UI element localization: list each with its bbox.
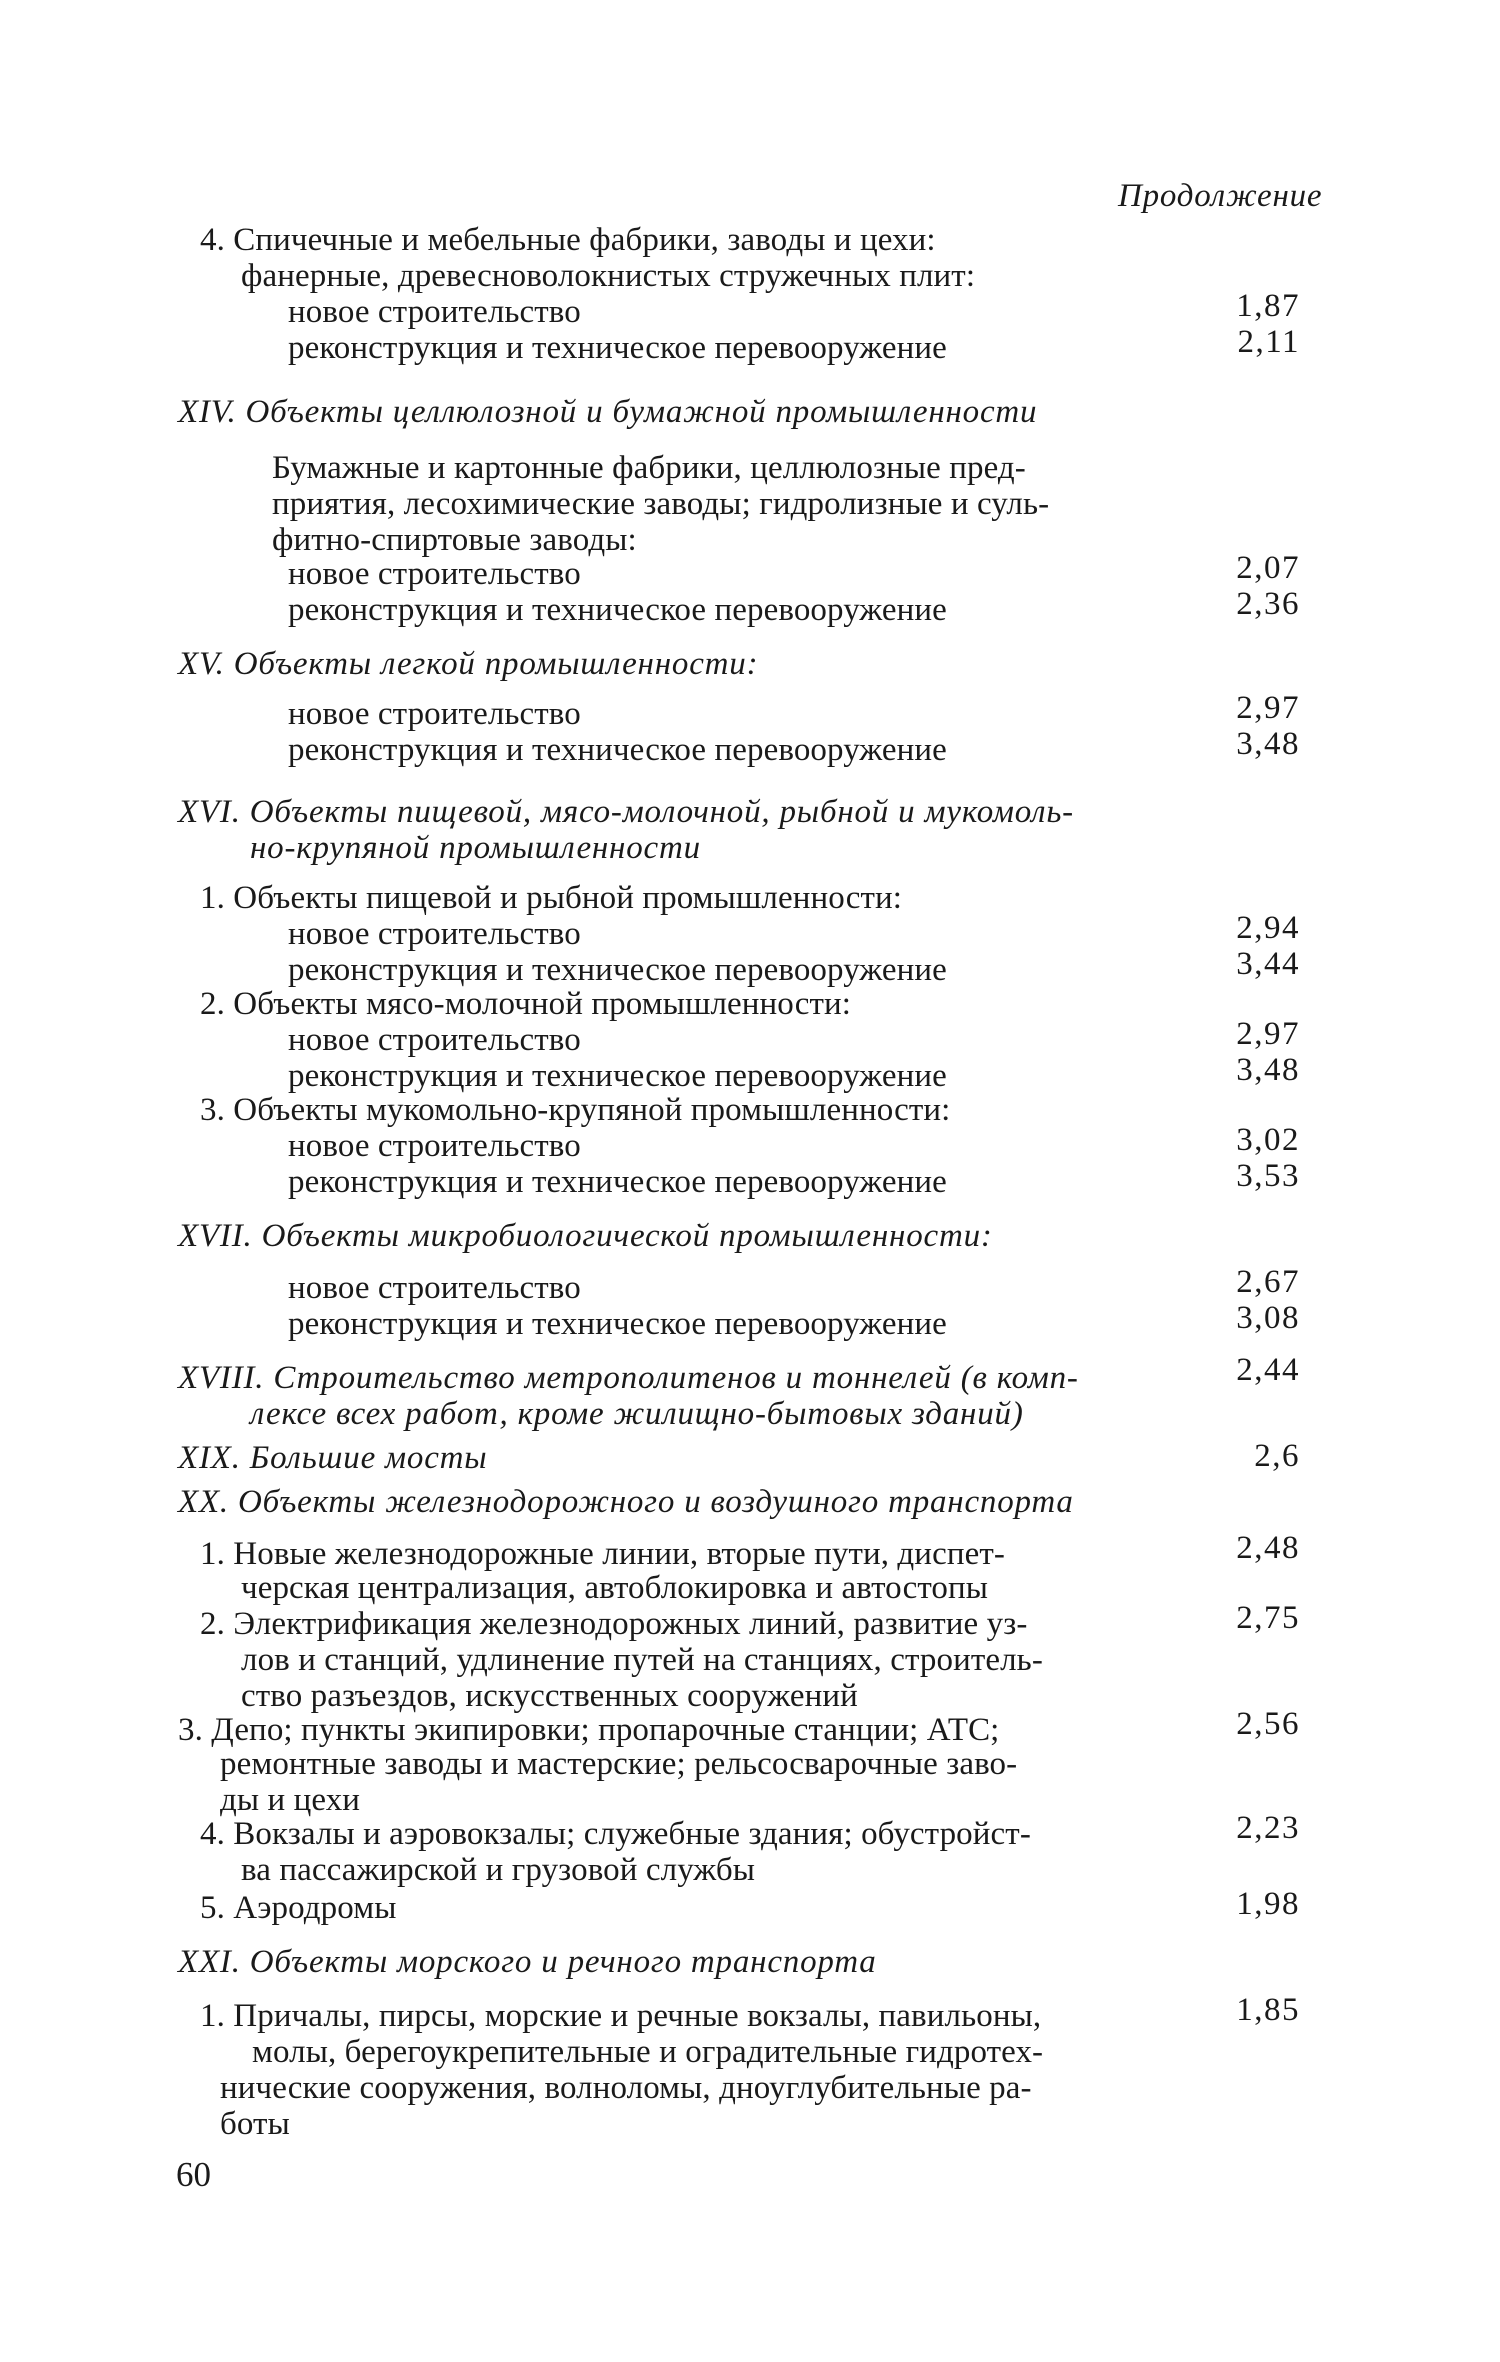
section-heading-xx: XX. Объекты железнодорожного и воздушного транспорта [178,1484,1074,1520]
list-item-4-heading: 4. Спичечные и мебельные фабрики, заводы и цехи: [200,222,936,258]
row-label: реконструкция и техническое перевооружение [288,592,947,628]
list-item-line: 1. Причалы, пирсы, морские и речные вокзалы, павильоны, [200,1998,1042,2034]
list-item-line: молы, берегоукрепительные и оградительные гидротех- [252,2034,1044,2070]
row-label: новое строительство [288,916,581,952]
row-value: 2,11 [1237,324,1300,360]
paragraph-line: приятия, лесохимические заводы; гидролизные и суль- [272,486,1050,522]
section-heading-xiv: XIV. Объекты целлюлозной и бумажной промышленности [178,394,1038,430]
row-value: 3,08 [1236,1300,1300,1336]
section-heading-xvi-cont: но-крупяной промышленности [250,830,701,866]
row-label: реконструкция и техническое перевооружение [288,1058,947,1094]
row-value: 2,07 [1236,550,1300,586]
list-item-line: ды и цехи [220,1782,361,1818]
section-heading-xix: XIX. Большие мосты [178,1440,488,1476]
list-item-line: ремонтные заводы и мастерские; рельсосварочные заво- [220,1746,1018,1782]
list-item-line: нические сооружения, волноломы, дноуглубительные ра- [220,2070,1032,2106]
row-label: новое строительство [288,1270,581,1306]
row-value: 2,75 [1236,1600,1300,1636]
row-value: 2,97 [1236,1016,1300,1052]
section-heading-xviii: XVIII. Строительство метрополитенов и тоннелей (в комп- [178,1360,1079,1396]
list-item-line: 3. Депо; пункты экипировки; пропарочные станции; АТС; [178,1712,1000,1748]
row-value: 2,44 [1236,1352,1300,1388]
row-label: новое строительство [288,696,581,732]
row-value: 3,48 [1236,726,1300,762]
section-heading-xvi: XVI. Объекты пищевой, мясо-молочной, рыбной и мукомоль- [178,794,1074,830]
row-label: новое строительство [288,1022,581,1058]
list-item-4-subheading: фанерные, древесноволокнистых стружечных плит: [241,258,976,294]
page-number: 60 [176,2155,211,2194]
row-label: реконструкция и техническое перевооружение [288,1164,947,1200]
list-item-line: лов и станций, удлинение путей на станциях, строитель- [241,1642,1043,1678]
row-value: 2,97 [1236,690,1300,726]
row-value: 3,53 [1236,1158,1300,1194]
row-label: реконструкция и техническое перевооружение [288,732,947,768]
list-item-line: 5. Аэродромы [200,1890,397,1926]
row-value: 1,85 [1236,1992,1300,2028]
paragraph-line: фитно-спиртовые заводы: [272,522,637,558]
row-value: 2,23 [1236,1810,1300,1846]
section-heading-xviii-cont: лексе всех работ, кроме жилищно-бытовых зданий) [250,1396,1024,1432]
continuation-label: Продолжение [1118,178,1323,214]
row-value: 3,02 [1236,1122,1300,1158]
list-item-line: ство разъездов, искусственных сооружений [241,1678,858,1714]
row-label: новое строительство [288,1128,581,1164]
row-value: 2,67 [1236,1264,1300,1300]
row-value: 1,87 [1236,288,1300,324]
list-item-heading: 2. Объекты мясо-молочной промышленности: [200,986,852,1022]
row-label: реконструкция и техническое перевооружение [288,330,947,366]
row-label: реконструкция и техническое перевооружение [288,952,947,988]
row-value: 2,36 [1236,586,1300,622]
list-item-line: 1. Новые железнодорожные линии, вторые пути, диспет- [200,1536,1005,1572]
row-value: 3,44 [1236,946,1300,982]
section-heading-xxi: XXI. Объекты морского и речного транспорта [178,1944,877,1980]
row-value: 2,48 [1236,1530,1300,1566]
section-heading-xvii: XVII. Объекты микробиологической промышленности: [178,1218,993,1254]
row-value: 3,48 [1236,1052,1300,1088]
list-item-line: 4. Вокзалы и аэровокзалы; служебные здания; обустройст- [200,1816,1031,1852]
list-item-line: ва пассажирской и грузовой службы [241,1852,755,1888]
list-item-line: боты [220,2106,290,2142]
paragraph-line: Бумажные и картонные фабрики, целлюлозные пред- [272,450,1026,486]
row-label: новое строительство [288,556,581,592]
list-item-line: 2. Электрификация железнодорожных линий, развитие уз- [200,1606,1028,1642]
list-item-line: черская централизация, автоблокировка и автостопы [241,1570,989,1606]
list-item-heading: 1. Объекты пищевой и рыбной промышленности: [200,880,902,916]
list-item-heading: 3. Объекты мукомольно-крупяной промышленности: [200,1092,951,1128]
row-label: реконструкция и техническое перевооружение [288,1306,947,1342]
row-value: 1,98 [1236,1886,1300,1922]
row-value: 2,6 [1254,1438,1300,1474]
row-value: 2,94 [1236,910,1300,946]
row-label: новое строительство [288,294,581,330]
section-heading-xv: XV. Объекты легкой промышленности: [178,646,759,682]
row-value: 2,56 [1236,1706,1300,1742]
